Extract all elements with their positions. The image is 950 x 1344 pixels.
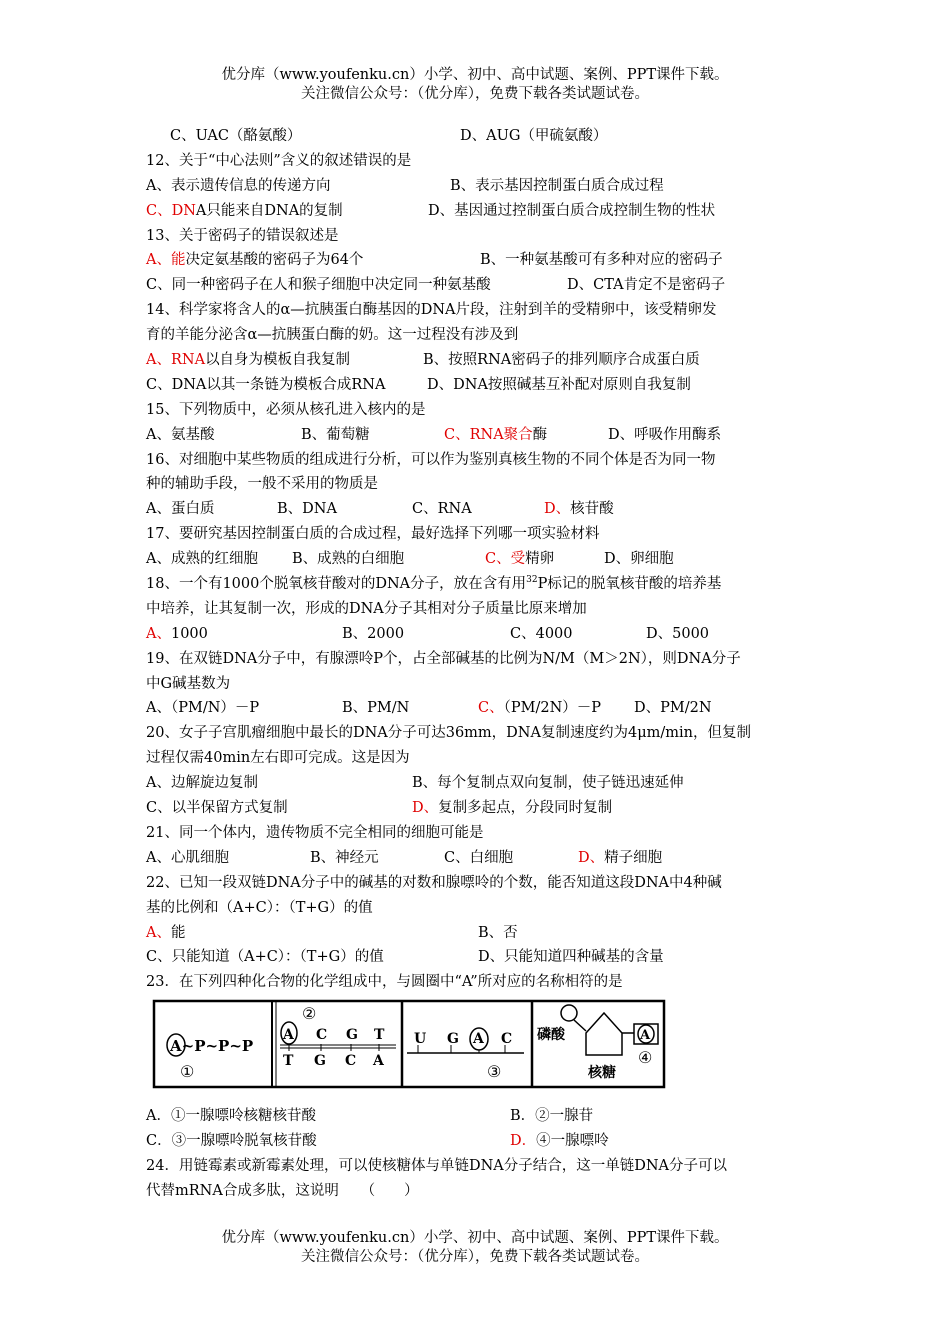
q16-option-c: C、RNA xyxy=(412,501,472,518)
answer-mark: D、 xyxy=(412,800,439,817)
base-bottom-1: G xyxy=(314,1053,326,1070)
footer-line-2: 关注微信公众号：（优分库），免费下载各类试题试卷。 xyxy=(301,1249,649,1265)
q20-option-c: C、以半保留方式复制 xyxy=(146,800,288,817)
q20-option-d: D、复制多起点，分段同时复制 xyxy=(412,800,613,817)
q11-options xyxy=(146,124,816,149)
answer-mark: C、RNA聚合 xyxy=(444,426,533,443)
answer-mark: C、 xyxy=(478,700,504,717)
q22-option-b: B、否 xyxy=(478,924,518,941)
q13-options-ab xyxy=(146,248,816,273)
q14-options-cd xyxy=(146,373,816,398)
q24-stem-1: 24．用链霉素或新霉素处理，可以使核糖体与单链DNA分子结合，这一单链DNA分子可以 xyxy=(146,1157,728,1174)
q20-options-ab xyxy=(146,771,816,796)
answer-mark: C、受 xyxy=(485,551,526,568)
panel-3-rna xyxy=(407,1028,524,1081)
label-1: ① xyxy=(180,1062,195,1082)
q17-option-c: C、受精卵 xyxy=(485,551,555,568)
q13-option-d: D、CTA肯定不是密码子 xyxy=(567,277,726,294)
q22-stem-1: 22、已知一段双链DNA分子中的碱基的对数和腺嘌呤的个数，能否知道这段DNA中4种碱 xyxy=(146,874,722,891)
q22-options-cd xyxy=(146,945,816,970)
ribose-label: 核糖 xyxy=(588,1065,616,1082)
q14-option-b: B、按照RNA密码子的排列顺序合成蛋白质 xyxy=(423,352,700,369)
q22-option-d: D、只能知道四种碱基的含量 xyxy=(478,949,664,966)
q21-option-b: B、神经元 xyxy=(310,849,379,866)
rna-base-0: U xyxy=(414,1031,427,1048)
base-top-3: T xyxy=(374,1027,385,1044)
q19-option-b: B、PM/N xyxy=(342,700,410,717)
answer-mark: A、能 xyxy=(146,252,186,269)
answer-mark: A、RNA xyxy=(146,352,206,369)
q12-option-d: D、基因通过控制蛋白质合成控制生物的性状 xyxy=(428,202,716,219)
q12-option-c: C、DNA只能来自DNA的复制 xyxy=(146,202,343,219)
q24-stem-2: 代替mRNA合成多肽，这说明 （ ） xyxy=(146,1182,419,1199)
q13-options-cd xyxy=(146,273,816,298)
q18-option-c: C、4000 xyxy=(510,625,573,642)
header-line-1: 优分库（www.youfenku.cn）小学、初中、高中试题、案例、PPT课件下载。 xyxy=(221,67,729,83)
q22-options-ab xyxy=(146,921,816,946)
header-line-2: 关注微信公众号：（优分库），免费下载各类试题试卷。 xyxy=(301,86,649,102)
answer-mark: D． xyxy=(510,1133,537,1150)
base-top-0: A xyxy=(283,1027,294,1044)
q23-stem: 23．在下列四种化合物的化学组成中，与圆圈中“A”所对应的名称相符的是 xyxy=(146,974,623,991)
q14-stem-1: 14、科学家将含人的α—抗胰蛋白酶基因的DNA片段，注射到羊的受精卵中，该受精卵发 xyxy=(146,302,717,319)
q16-stem-2: 种的辅助手段，一般不采用的物质是 xyxy=(146,476,378,493)
page-header xyxy=(0,66,950,104)
q16-option-b: B、DNA xyxy=(277,501,337,518)
q22-option-c: C、只能知道（A+C）：（T+G）的值 xyxy=(146,949,384,966)
q23-option-d: D．④一腺嘌呤 xyxy=(510,1133,609,1150)
q23-options-ab xyxy=(146,1104,816,1129)
q18-stem-1: 18、一个有1000个脱氧核苷酸对的DNA分子，放在含有用$^{32}$P标记的脱氧核苷酸的培养基 xyxy=(146,575,722,593)
q14-option-d: D、DNA按照碱基互补配对原则自我复制 xyxy=(427,376,691,393)
base-bottom-3: A xyxy=(373,1053,384,1070)
label-4: ④ xyxy=(638,1048,653,1068)
q23-option-b: B．②一腺苷 xyxy=(510,1108,594,1125)
q14-option-c: C、DNA以其一条链为模板合成RNA xyxy=(146,376,386,393)
q19-options xyxy=(146,696,816,721)
phosphate-label: 磷酸 xyxy=(537,1027,565,1044)
answer-mark: A、 xyxy=(146,924,171,941)
q16-options xyxy=(146,497,816,522)
phosphate-circle xyxy=(561,1005,577,1021)
q15-option-d: D、呼吸作用酶系 xyxy=(608,426,722,443)
panel-4-nucleotide xyxy=(537,1005,658,1081)
q22-option-a: A、能 xyxy=(146,924,186,941)
q12-stem: 12、关于“中心法则”含义的叙述错误的是 xyxy=(146,152,412,169)
q23-options-cd xyxy=(146,1129,816,1154)
q14-options-ab xyxy=(146,348,816,373)
q17-option-a: A、成熟的红细胞 xyxy=(146,551,258,568)
q16-option-a: A、蛋白质 xyxy=(146,501,215,518)
q19-stem-1: 19、在双链DNA分子中，有腺漂呤P个，占全部碱基的比例为N/M（M＞2N），则DNA分子 xyxy=(146,650,741,667)
base-bottom-0: T xyxy=(283,1053,294,1070)
q13-stem: 13、关于密码子的错误叙述是 xyxy=(146,227,339,244)
q15-option-c: C、RNA聚合酶 xyxy=(444,426,548,443)
q20-option-a: A、边解旋边复制 xyxy=(146,775,258,792)
q19-option-d: D、PM/2N xyxy=(634,700,712,717)
q15-stem: 15、下列物质中，必须从核孔进入核内的是 xyxy=(146,401,426,418)
q12-options-ab xyxy=(146,174,816,199)
base-a-4: A xyxy=(640,1028,651,1044)
q17-option-b: B、成熟的白细胞 xyxy=(292,551,405,568)
q22-stem-2: 基的比例和（A+C）：（T+G）的值 xyxy=(146,899,373,916)
q16-option-d: D、核苷酸 xyxy=(544,501,614,518)
q15-option-a: A、氨基酸 xyxy=(146,426,215,443)
q20-option-b: B、每个复制点双向复制，使子链迅速延伸 xyxy=(412,775,684,792)
answer-mark: A、 xyxy=(146,625,171,642)
q17-stem: 17、要研究基因控制蛋白质的合成过程，最好选择下列哪一项实验材料 xyxy=(146,526,600,543)
rna-base-2: A xyxy=(473,1031,484,1048)
q12-option-b: B、表示基因控制蛋白质合成过程 xyxy=(450,177,664,194)
q11-option-d: D、AUG（甲硫氨酸） xyxy=(460,128,608,144)
label-2: ② xyxy=(302,1004,317,1024)
q12-option-a: A、表示遗传信息的传递方向 xyxy=(146,177,331,194)
ribose-pentagon xyxy=(586,1013,622,1055)
q23-option-a: A．①一腺嘌呤核糖核苷酸 xyxy=(146,1108,316,1125)
q14-stem-2: 育的羊能分泌含α—抗胰蛋白酶的奶。这一过程没有涉及到 xyxy=(146,327,519,344)
q15-options xyxy=(146,423,816,448)
base-bottom-2: C xyxy=(345,1053,357,1070)
q17-option-d: D、卵细胞 xyxy=(604,551,674,568)
q12-options-cd xyxy=(146,199,816,224)
rna-base-3: C xyxy=(501,1031,513,1048)
q18-stem-2: 中培养，让其复制一次，形成的DNA分子其相对分子质量比原来增加 xyxy=(146,600,587,617)
q23-option-c: C．③一腺嘌呤脱氧核苷酸 xyxy=(146,1133,317,1150)
q15-option-b: B、葡萄糖 xyxy=(301,426,370,443)
q18-options xyxy=(146,622,816,647)
q21-option-c: C、白细胞 xyxy=(444,849,514,866)
label-3: ③ xyxy=(487,1062,502,1082)
q20-options-cd xyxy=(146,796,816,821)
q21-option-d: D、精子细胞 xyxy=(578,849,663,866)
q20-stem-2: 过程仅需40min左右即可完成。这是因为 xyxy=(146,750,410,767)
q21-options xyxy=(146,846,816,871)
q13-option-b: B、一种氨基酸可有多种对应的密码子 xyxy=(480,252,723,269)
exam-content xyxy=(146,124,816,1204)
panel-2-dna xyxy=(280,1004,396,1069)
q21-stem: 21、同一个体内，遗传物质不完全相同的细胞可能是 xyxy=(146,824,484,841)
q13-option-a: A、能决定氨基酸的密码子为64个 xyxy=(146,252,364,269)
q18-option-d: D、5000 xyxy=(646,625,710,642)
q20-stem-1: 20、女子子宫肌瘤细胞中最长的DNA分子可达36mm，DNA复制速度约为4μm/min，但复制 xyxy=(146,725,751,742)
q21-option-a: A、心肌细胞 xyxy=(146,849,229,866)
q19-option-c: C、（PM/2N）－P xyxy=(478,700,602,717)
q18-option-a: A、1000 xyxy=(146,625,208,642)
page-footer xyxy=(0,1229,950,1267)
q17-options xyxy=(146,547,816,572)
q13-option-c: C、同一种密码子在人和猴子细胞中决定同一种氨基酸 xyxy=(146,277,491,294)
q18-option-b: B、2000 xyxy=(342,625,405,642)
q19-stem-2: 中G碱基数为 xyxy=(146,675,231,692)
base-top-2: G xyxy=(346,1027,358,1044)
answer-mark: D、 xyxy=(578,849,605,866)
q16-stem-1: 16、对细胞中某些物质的组成进行分析，可以作为鉴别真核生物的不同个体是否为同一物 xyxy=(146,451,716,468)
q11-option-c: C、UAC（酪氨酸） xyxy=(170,128,302,144)
atp-chain: A~P~P~P xyxy=(170,1037,254,1056)
panel-1-atp xyxy=(167,1034,253,1081)
answer-mark: C、DN xyxy=(146,202,196,219)
footer-line-1: 优分库（www.youfenku.cn）小学、初中、高中试题、案例、PPT课件下载。 xyxy=(221,1230,729,1246)
answer-mark: D、 xyxy=(544,501,571,518)
compound-diagram xyxy=(152,999,666,1091)
base-top-1: C xyxy=(316,1027,328,1044)
q19-option-a: A、（PM/N）－P xyxy=(146,700,260,717)
rna-base-1: G xyxy=(447,1031,459,1048)
q23-figure xyxy=(146,999,816,1099)
q14-option-a: A、RNA以自身为模板自我复制 xyxy=(146,352,351,369)
